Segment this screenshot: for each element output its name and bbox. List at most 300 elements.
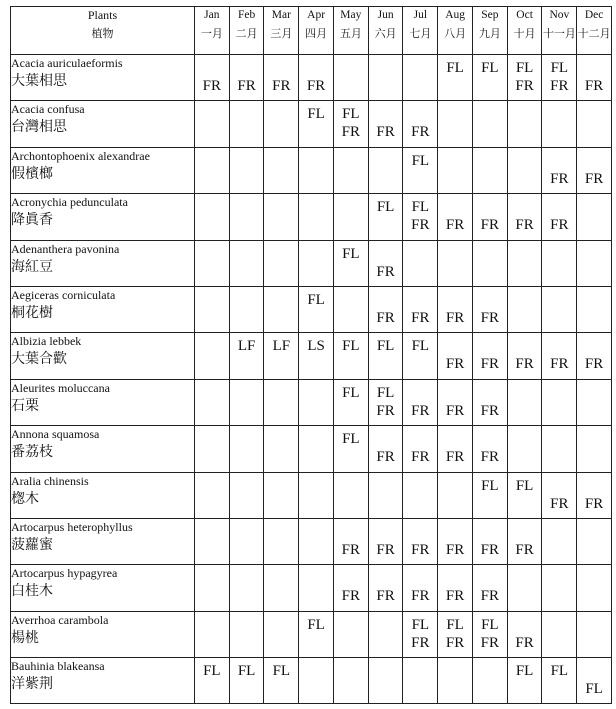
cell-code-lower <box>542 402 576 420</box>
cell-code-upper <box>369 616 403 634</box>
phenology-cell <box>194 55 229 101</box>
cell-code-upper: FL <box>376 384 395 401</box>
cell-code-upper <box>264 105 298 123</box>
plant-name-zh: 桐花樹 <box>11 304 53 321</box>
cell-code-upper: FL <box>411 152 430 169</box>
phenology-cell <box>229 611 264 657</box>
phenology-cell <box>333 472 368 518</box>
plants-header-en: Plants <box>87 8 118 22</box>
phenology-cell <box>472 147 507 193</box>
cell-code-upper <box>473 569 507 587</box>
plant-name-cell <box>11 333 195 379</box>
cell-code-upper <box>369 569 403 587</box>
cell-code-upper <box>438 105 472 123</box>
cell-code-upper <box>230 523 264 541</box>
cell-code-upper <box>195 105 229 123</box>
cell-code-lower <box>542 448 576 466</box>
cell-code-upper <box>508 152 542 170</box>
cell-code-upper: FL <box>411 616 430 633</box>
phenology-cell <box>472 658 507 704</box>
cell-code-lower <box>334 170 368 188</box>
phenology-cell <box>542 240 577 286</box>
cell-code-upper <box>542 337 576 355</box>
table-row <box>11 472 612 518</box>
cell-code-lower <box>542 309 576 327</box>
phenology-cell <box>194 658 229 704</box>
month-header-may <box>333 7 368 55</box>
cell-code-lower <box>299 634 333 652</box>
cell-code-upper <box>542 152 576 170</box>
table-row <box>11 147 612 193</box>
phenology-cell <box>577 240 612 286</box>
cell-code-upper <box>264 477 298 495</box>
cell-code-upper <box>542 569 576 587</box>
phenology-cell <box>194 565 229 611</box>
plants-column-header <box>11 7 195 55</box>
cell-code-upper <box>403 662 437 680</box>
cell-code-upper <box>542 105 576 123</box>
cell-code-upper <box>542 523 576 541</box>
cell-code-upper <box>542 616 576 634</box>
plant-name-zh: 降眞香 <box>11 212 53 229</box>
phenology-cell <box>194 426 229 472</box>
cell-code-upper: FL <box>515 477 534 494</box>
cell-code-lower: FR <box>480 356 500 373</box>
plant-name-zh: 大葉相思 <box>11 73 67 89</box>
phenology-cell <box>264 194 299 240</box>
cell-code-lower <box>403 495 437 513</box>
cell-code-upper <box>438 523 472 541</box>
phenology-cell <box>438 611 473 657</box>
cell-code-upper <box>334 198 368 216</box>
phenology-cell <box>472 379 507 425</box>
plant-name-en: Artocarpus hypagyrea <box>11 566 118 581</box>
cell-code-lower: FR <box>550 495 569 512</box>
phenology-cell <box>299 379 334 425</box>
cell-code-lower: FR <box>515 356 534 373</box>
cell-code-lower <box>195 587 229 605</box>
cell-code-lower: FR <box>376 124 395 141</box>
cell-code-lower: FR <box>445 449 465 466</box>
month-zh-label: 五月 <box>339 27 362 40</box>
plant-name-cell <box>11 286 195 332</box>
phenology-cell <box>229 565 264 611</box>
cell-code-upper: LF <box>237 338 256 355</box>
plant-name-cell <box>11 101 195 147</box>
cell-code-upper <box>438 384 472 402</box>
cell-code-upper <box>195 477 229 495</box>
cell-code-lower <box>299 263 333 281</box>
cell-code-upper <box>195 59 229 77</box>
cell-code-lower <box>473 123 507 141</box>
cell-code-lower <box>438 77 472 95</box>
phenology-cell <box>368 194 403 240</box>
phenology-cell <box>507 101 542 147</box>
cell-code-upper <box>542 291 576 309</box>
cell-code-upper: FL <box>550 60 569 76</box>
phenology-cell <box>264 55 299 101</box>
cell-code-lower: FR <box>480 541 500 558</box>
cell-code-upper <box>403 245 437 263</box>
phenology-cell <box>229 286 264 332</box>
cell-code-lower <box>542 634 576 652</box>
cell-code-lower <box>195 448 229 466</box>
cell-code-lower: FR <box>445 541 465 558</box>
phenology-cell <box>194 379 229 425</box>
cell-code-upper <box>369 291 403 309</box>
cell-code-upper <box>230 245 264 263</box>
cell-code-lower <box>195 170 229 188</box>
cell-code-upper <box>473 337 507 355</box>
plant-name-en: Artocarpus heterophyllus <box>11 519 133 534</box>
month-en-label: Sep <box>481 9 499 21</box>
cell-code-upper: FL <box>307 291 325 308</box>
plant-name-cell <box>11 518 195 564</box>
phenology-cell <box>542 565 577 611</box>
cell-code-upper <box>334 569 368 587</box>
plant-name-cell <box>11 240 195 286</box>
phenology-cell <box>542 611 577 657</box>
cell-code-lower: FR <box>411 588 430 605</box>
month-en-label: Dec <box>584 9 604 21</box>
cell-code-upper: FL <box>481 477 499 494</box>
cell-code-upper <box>577 616 611 634</box>
cell-code-lower <box>508 680 542 698</box>
phenology-cell <box>438 101 473 147</box>
plant-name-en: Acacia auriculaeformis <box>11 56 123 70</box>
cell-code-upper <box>299 430 333 448</box>
phenology-cell <box>299 565 334 611</box>
cell-code-lower <box>438 123 472 141</box>
cell-code-upper <box>264 152 298 170</box>
month-en-label: Feb <box>237 9 256 21</box>
cell-code-lower: FR <box>411 124 430 141</box>
cell-code-upper <box>508 430 542 448</box>
cell-code-upper <box>577 245 611 263</box>
cell-code-upper <box>473 291 507 309</box>
table-row <box>11 286 612 332</box>
phenology-cell <box>299 472 334 518</box>
phenology-cell <box>194 101 229 147</box>
phenology-cell <box>333 565 368 611</box>
cell-code-lower: FR <box>376 402 395 419</box>
cell-code-upper <box>577 384 611 402</box>
month-header-mar <box>264 7 299 55</box>
phenology-cell <box>229 658 264 704</box>
month-zh-label: 二月 <box>235 27 258 40</box>
phenology-cell <box>577 518 612 564</box>
cell-code-lower <box>299 680 333 698</box>
cell-code-upper <box>264 245 298 263</box>
cell-code-upper <box>230 477 264 495</box>
phenology-cell <box>194 518 229 564</box>
phenology-cell <box>264 286 299 332</box>
cell-code-upper: FL <box>342 106 360 123</box>
cell-code-lower <box>334 355 368 373</box>
month-en-label: Apr <box>307 9 326 21</box>
phenology-cell <box>333 55 368 101</box>
phenology-cell <box>299 194 334 240</box>
cell-code-lower <box>264 170 298 188</box>
cell-code-upper <box>299 59 333 77</box>
phenology-cell <box>577 426 612 472</box>
month-en-label: Aug <box>445 9 465 21</box>
cell-code-lower <box>542 541 576 559</box>
cell-code-upper <box>473 430 507 448</box>
phenology-cell <box>229 333 264 379</box>
phenology-cell <box>403 472 438 518</box>
plant-name-zh: 菠蘿蜜 <box>11 536 53 553</box>
phenology-cell <box>299 333 334 379</box>
phenology-cell <box>542 472 577 518</box>
phenology-cell <box>577 611 612 657</box>
cell-code-upper <box>542 384 576 402</box>
cell-code-upper <box>577 337 611 355</box>
cell-code-lower: FR <box>445 634 465 651</box>
plant-name-en: Annona squamosa <box>11 427 100 442</box>
cell-code-upper <box>264 430 298 448</box>
cell-code-lower: FL <box>585 681 603 698</box>
phenology-cell <box>194 286 229 332</box>
phenology-cell <box>368 658 403 704</box>
phenology-cell <box>542 333 577 379</box>
phenology-cell <box>438 55 473 101</box>
cell-code-lower <box>230 309 264 327</box>
cell-code-upper <box>334 291 368 309</box>
cell-code-upper <box>230 198 264 216</box>
cell-code-upper <box>334 662 368 680</box>
cell-code-upper <box>438 198 472 216</box>
phenology-cell <box>264 379 299 425</box>
cell-code-lower <box>403 170 437 188</box>
cell-code-lower <box>230 680 264 698</box>
phenology-cell <box>577 147 612 193</box>
cell-code-lower <box>577 541 611 559</box>
month-header-jul <box>403 7 438 55</box>
cell-code-upper <box>195 198 229 216</box>
cell-code-upper <box>230 569 264 587</box>
phenology-cell <box>577 472 612 518</box>
cell-code-upper <box>369 523 403 541</box>
cell-code-upper: FL <box>550 663 569 680</box>
cell-code-lower: FR <box>550 217 569 234</box>
phenology-cell <box>229 518 264 564</box>
cell-code-lower: FR <box>411 449 430 466</box>
cell-code-upper <box>334 523 368 541</box>
phenology-cell <box>264 101 299 147</box>
cell-code-lower <box>299 309 333 327</box>
phenology-cell <box>264 565 299 611</box>
cell-code-lower <box>299 587 333 605</box>
phenology-cell <box>507 472 542 518</box>
phenology-cell <box>299 611 334 657</box>
phenology-cell <box>472 286 507 332</box>
cell-code-lower <box>508 309 542 327</box>
phenology-cell <box>542 55 577 101</box>
phenology-cell <box>299 101 334 147</box>
cell-code-lower <box>577 402 611 420</box>
cell-code-lower <box>230 448 264 466</box>
cell-code-lower <box>195 402 229 420</box>
cell-code-lower <box>264 587 298 605</box>
phenology-cell <box>403 194 438 240</box>
phenology-cell <box>229 147 264 193</box>
cell-code-upper <box>473 198 507 216</box>
cell-code-upper <box>264 384 298 402</box>
cell-code-lower: FR <box>584 495 604 512</box>
cell-code-lower: FR <box>480 449 500 466</box>
phenology-cell <box>403 286 438 332</box>
phenology-cell <box>438 333 473 379</box>
phenology-cell <box>368 286 403 332</box>
phenology-cell <box>507 240 542 286</box>
cell-code-lower <box>577 263 611 281</box>
table-row <box>11 565 612 611</box>
cell-code-lower: FR <box>445 217 465 234</box>
plant-name-en: Acronychia pedunculata <box>11 195 128 210</box>
cell-code-upper <box>577 569 611 587</box>
cell-code-lower: FR <box>376 588 395 605</box>
phenology-cell <box>194 333 229 379</box>
cell-code-lower: FR <box>411 541 430 558</box>
cell-code-upper: FL <box>237 663 256 680</box>
cell-code-upper <box>508 384 542 402</box>
phenology-cell <box>299 55 334 101</box>
plant-name-cell <box>11 147 195 193</box>
cell-code-upper <box>508 337 542 355</box>
cell-code-upper <box>577 523 611 541</box>
phenology-cell <box>577 658 612 704</box>
cell-code-lower <box>334 634 368 652</box>
phenology-cell <box>333 286 368 332</box>
cell-code-lower: FR <box>515 634 534 651</box>
phenology-cell <box>368 333 403 379</box>
cell-code-upper <box>369 59 403 77</box>
month-zh-label: 十月 <box>513 27 536 40</box>
month-zh-label: 一月 <box>200 27 223 40</box>
month-en-label: Nov <box>549 9 570 21</box>
plant-name-zh: 大葉合歡 <box>11 351 67 368</box>
cell-code-lower: FR <box>480 309 500 326</box>
cell-code-upper <box>438 152 472 170</box>
phenology-cell <box>403 333 438 379</box>
cell-code-lower <box>230 495 264 513</box>
cell-code-lower: FR <box>411 217 430 234</box>
cell-code-upper <box>195 430 229 448</box>
cell-code-lower <box>299 448 333 466</box>
month-zh-label: 四月 <box>305 27 328 40</box>
phenology-cell <box>438 379 473 425</box>
cell-code-upper <box>577 430 611 448</box>
phenology-cell <box>542 426 577 472</box>
plant-name-zh: 石栗 <box>11 397 39 414</box>
phenology-cell <box>368 472 403 518</box>
phenology-cell <box>472 611 507 657</box>
table-row <box>11 240 612 286</box>
cell-code-upper <box>299 662 333 680</box>
cell-code-lower: FR <box>480 588 500 605</box>
phenology-cell <box>438 518 473 564</box>
cell-code-lower <box>230 541 264 559</box>
cell-code-upper: FL <box>342 384 360 401</box>
cell-code-upper <box>334 616 368 634</box>
table-row <box>11 101 612 147</box>
cell-code-upper: FL <box>411 338 430 355</box>
phenology-cell <box>403 147 438 193</box>
cell-code-lower: FR <box>584 170 604 187</box>
phenology-cell <box>577 194 612 240</box>
cell-code-upper <box>369 430 403 448</box>
plant-name-en: Adenanthera pavonina <box>11 241 120 256</box>
plant-name-zh: 洋紫荆 <box>11 676 53 693</box>
phenology-cell <box>368 611 403 657</box>
month-header-feb <box>229 7 264 55</box>
phenology-cell <box>368 55 403 101</box>
cell-code-upper <box>577 105 611 123</box>
cell-code-upper <box>299 523 333 541</box>
table-row <box>11 333 612 379</box>
cell-code-lower <box>264 541 298 559</box>
cell-code-upper <box>508 616 542 634</box>
table-body <box>11 55 612 704</box>
plant-name-cell <box>11 55 195 101</box>
cell-code-lower <box>264 355 298 373</box>
phenology-cell <box>368 518 403 564</box>
cell-code-lower <box>230 123 264 141</box>
cell-code-lower: FR <box>341 588 361 605</box>
phenology-cell <box>507 286 542 332</box>
cell-code-lower <box>230 355 264 373</box>
cell-code-upper <box>230 430 264 448</box>
phenology-cell <box>403 101 438 147</box>
cell-code-lower: FR <box>445 356 465 373</box>
cell-code-upper: FL <box>481 616 499 633</box>
phenology-cell <box>472 333 507 379</box>
cell-code-lower <box>264 123 298 141</box>
phenology-cell <box>542 658 577 704</box>
phenology-cell <box>507 565 542 611</box>
cell-code-upper <box>577 477 611 495</box>
cell-code-lower <box>230 216 264 234</box>
plant-name-cell <box>11 379 195 425</box>
cell-code-upper <box>195 384 229 402</box>
plant-name-cell <box>11 565 195 611</box>
cell-code-lower <box>195 495 229 513</box>
phenology-cell <box>299 426 334 472</box>
phenology-cell <box>507 147 542 193</box>
plant-name-zh: 楊桃 <box>11 629 39 646</box>
phenology-cell <box>264 658 299 704</box>
cell-code-upper <box>264 616 298 634</box>
phenology-cell <box>403 611 438 657</box>
cell-code-lower <box>264 402 298 420</box>
cell-code-lower: FR <box>445 588 465 605</box>
month-zh-label: 八月 <box>444 27 467 40</box>
phenology-cell <box>333 518 368 564</box>
table-row <box>11 55 612 101</box>
cell-code-lower <box>230 263 264 281</box>
plant-name-cell <box>11 426 195 472</box>
cell-code-lower: FR <box>515 78 534 94</box>
plant-name-zh: 假檳榔 <box>11 165 53 182</box>
cell-code-lower: FR <box>480 402 500 419</box>
phenology-cell <box>472 194 507 240</box>
cell-code-lower <box>299 123 333 141</box>
phenology-cell <box>438 565 473 611</box>
cell-code-upper <box>508 523 542 541</box>
cell-code-upper <box>473 662 507 680</box>
cell-code-upper <box>473 245 507 263</box>
